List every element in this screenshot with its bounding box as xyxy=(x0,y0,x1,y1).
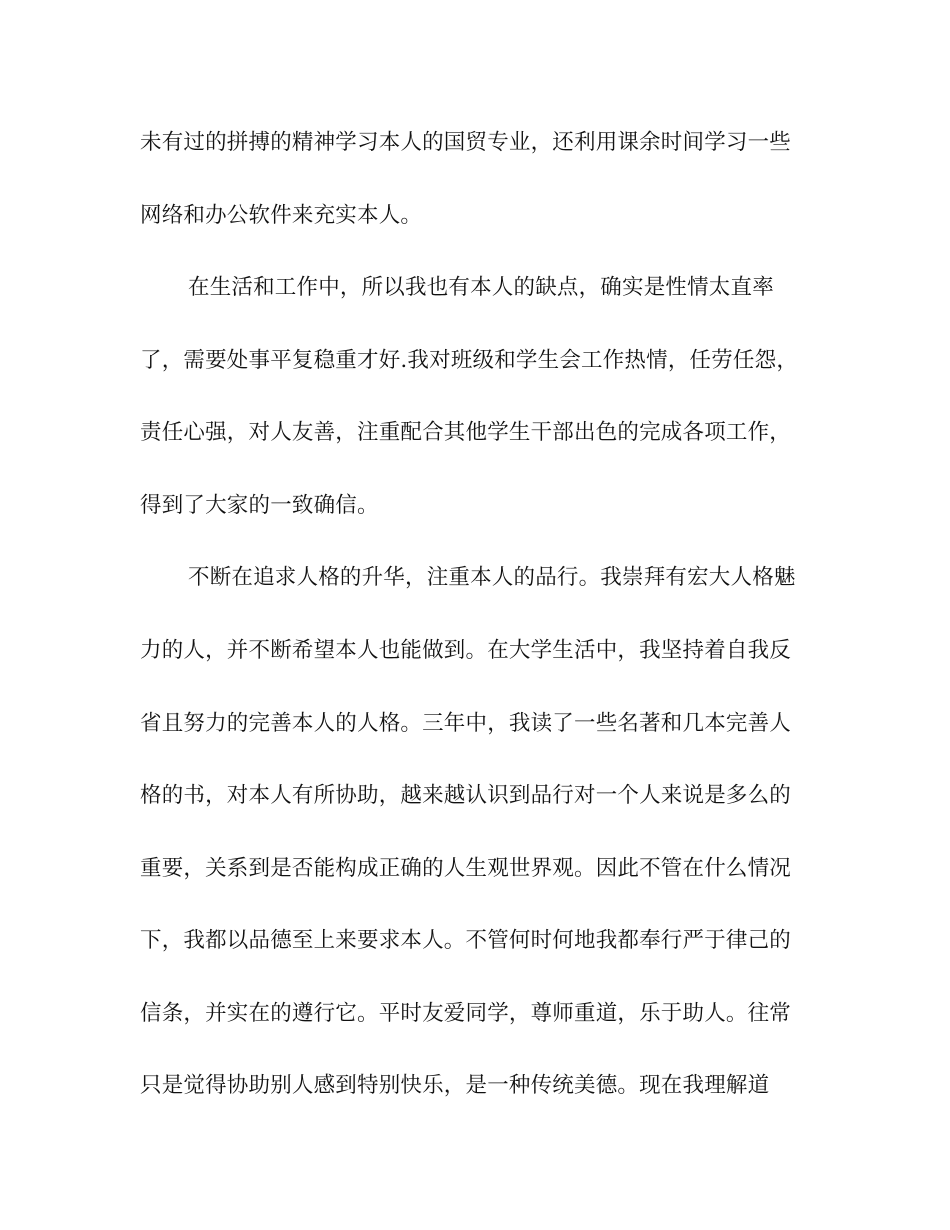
text-line: 下，我都以品德至上来要求本人。不管何时何地我都奉行严于律己的 xyxy=(140,928,792,953)
text-line: 格的书，对本人有所协助，越来越认识到品行对一个人来说是多么的 xyxy=(140,783,792,808)
text-line: 在生活和工作中，所以我也有本人的缺点，确实是性情太直率 xyxy=(188,275,774,300)
text-line: 了，需要处事平复稳重才好.我对班级和学生会工作热情，任劳任怨， xyxy=(140,348,799,373)
text-line: 信条，并实在的遵行它。平时友爱同学，尊师重道，乐于助人。往常 xyxy=(140,1001,792,1026)
text-line: 得到了大家的一致确信。 xyxy=(140,493,379,518)
text-line: 力的人，并不断希望本人也能做到。在大学生活中，我坚持着自我反 xyxy=(140,638,792,663)
text-line: 省且努力的完善本人的人格。三年中，我读了一些名著和几本完善人 xyxy=(140,711,792,736)
text-line: 网络和办公软件来充实本人。 xyxy=(140,203,423,228)
text-line: 重要，关系到是否能构成正确的人生观世界观。因此不管在什么情况 xyxy=(140,856,792,881)
text-line: 未有过的拼搏的精神学习本人的国贸专业，还利用课余时间学习一些 xyxy=(140,130,792,155)
text-line: 责任心强，对人友善，注重配合其他学生干部出色的完成各项工作， xyxy=(140,420,792,445)
text-line: 只是觉得协助别人感到特别快乐，是一种传统美德。现在我理解道 xyxy=(140,1073,770,1098)
text-line: 不断在追求人格的升华，注重本人的品行。我崇拜有宏大人格魅 xyxy=(188,565,796,590)
